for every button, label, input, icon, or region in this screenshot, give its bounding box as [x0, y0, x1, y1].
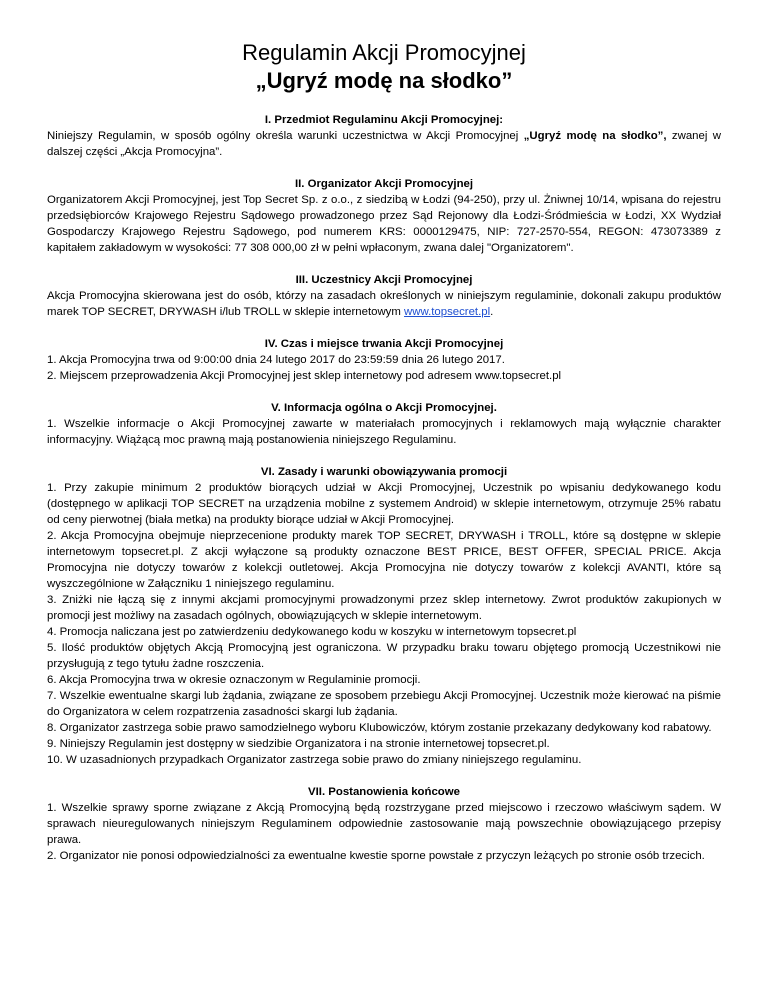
section-paragraph [47, 128, 721, 160]
list-item: 4. Promocja naliczana jest po zatwierdzeniu dedykowanego kodu w koszyku w internetowym topsecret.pl [47, 626, 577, 638]
list-item: 2. Akcja Promocyjna obejmuje nieprzecenione produkty marek TOP SECRET, DRYWASH i TROLL, które są dostępne w sklepie internetowym topsecret.pl. Z akcji wyłączone są produkty oznaczone BEST PRICE, BEST OFFER, SPECIAL PRICE. Akcja Promocyjna nie dotyczy towarów z kolekcji outletowej. Akcja Promocyjna nie dotyczy towarów z kolekcji AVANTI, które są wyszczególnione w Załączniku 1 niniejszego regulaminu. [47, 530, 721, 590]
list-item: 1. Akcja Promocyjna trwa od 9:00:00 dnia 24 lutego 2017 do 23:59:59 dnia 26 lutego 2017. [47, 354, 505, 366]
section-heading: VI. Zasady i warunki obowiązywania promocji [260, 466, 508, 478]
list-item: 5. Ilość produktów objętych Akcją Promocyjną jest ograniczona. W przypadku braku towaru objętego promocją Uczestnikowi nie przysługują z tego tytułu żadne roszczenia. [47, 642, 721, 670]
section-heading: V. Informacja ogólna o Akcji Promocyjnej. [271, 402, 497, 414]
list-item: 10. W uzasadnionych przypadkach Organizator zastrzega sobie prawo do zmiany niniejszego regulaminu. [47, 754, 582, 766]
section-time-place [47, 336, 721, 384]
section-organizer [47, 176, 721, 256]
list-item: 2. Miejscem przeprowadzenia Akcji Promocyjnej jest sklep internetowy pod adresem www.topsecret.pl [47, 370, 562, 382]
paragraph-text: Niniejszy Regulamin, w sposób ogólny określa warunki uczestnictwa w Akcji Promocyjnej [47, 130, 524, 142]
paragraph-text: zwanej w dalszej części „Akcja Promocyjna”. [47, 130, 722, 158]
list-item: 7. Wszelkie ewentualne skargi lub żądania, związane ze sposobem przebiegu Akcji Promocyjnej. Uczestnik może kierować na piśmie do Organizatora w celem rozpatrzenia zasadności skargi lub żądania. [47, 690, 721, 718]
list-item: 2. Organizator nie ponosi odpowiedzialności za ewentualne kwestie sporne powstałe z przyczyn leżących po stronie osób trzecich. [47, 850, 705, 862]
section-heading: III. Uczestnicy Akcji Promocyjnej [295, 274, 473, 286]
promo-name-bold: „Ugryź modę na słodko”, [523, 130, 667, 142]
section-heading: VII. Postanowienia końcowe [308, 786, 460, 798]
section-rules [47, 464, 721, 768]
list-item: 1. Wszelkie informacje o Akcji Promocyjnej zawarte w materiałach promocyjnych i reklamowych mają wyłącznie charakter informacyjny. Wiążącą moc prawną mają postanowienia niniejszego Regulaminu. [47, 418, 721, 446]
list-item: 9. Niniejszy Regulamin jest dostępny w siedzibie Organizatora i na stronie internetowej topsecret.pl. [47, 738, 550, 750]
section-heading: IV. Czas i miejsce trwania Akcji Promocyjnej [264, 338, 504, 350]
list-item: 3. Zniżki nie łączą się z innymi akcjami promocyjnymi prowadzonymi przez sklep internetowy. Zwrot produktów zakupionych w promocji jest możliwy na zasadach ogólnych, obowiązujących w sklepie internetowym. [47, 594, 721, 622]
section-paragraph: Organizatorem Akcji Promocyjnej, jest Top Secret Sp. z o.o., z siedzibą w Łodzi (94-250), przy ul. Żniwnej 10/14, wpisana do rejestru przedsiębiorców Krajowego Rejestru Sądowego prowadzonego przez Sąd Rejonowy dla Łodzi-Śródmieścia w Łodzi, XX Wydział Gospodarczy Krajowego Rejestru Sądowego, pod numerem KRS: 0000129475, NIP: 727-2570-554, REGON: 473073389 z kapitałem zakładowym w wysokości: 77 308 000,00 zł w pełni wpłaconym, zwana dalej "Organizatorem". [47, 194, 721, 254]
list-item: 6. Akcja Promocyjna trwa w okresie oznaczonym w Regulaminie promocji. [47, 674, 421, 686]
paragraph-text: Akcja Promocyjna skierowana jest do osób, którzy na zasadach określonych w niniejszym regulaminie, dokonali zakupu produktów marek TOP SECRET, DRYWASH i/lub TROLL w sklepie internetowym [47, 290, 721, 318]
document-title: Regulamin Akcji Promocyjnej [242, 40, 526, 65]
section-final-provisions [47, 784, 721, 864]
list-item: 1. Przy zakupie minimum 2 produktów biorących udział w Akcji Promocyjnej, Uczestnik po wpisaniu dedykowanego kodu (dostępnego w aplikacji TOP SECRET na urządzenia mobilne z systemem Android) w sklepie internetowym, otrzymuje 25% rabatu od ceny pierwotnej (biała metka) na produkty biorące udział w Akcji Promocyjnej. [47, 482, 721, 526]
website-link[interactable]: www.topsecret.pl [404, 306, 491, 318]
document-subtitle: „Ugryź modę na słodko” [255, 68, 513, 93]
section-heading: II. Organizator Akcji Promocyjnej [294, 178, 474, 190]
list-item: 8. Organizator zastrzega sobie prawo samodzielnego wyboru Klubowiczów, którym zostanie przekazany dedykowany kod rabatowy. [47, 722, 712, 734]
section-paragraph [47, 288, 721, 320]
section-heading: I. Przedmiot Regulaminu Akcji Promocyjnej: [264, 114, 504, 126]
paragraph-text: . [490, 306, 494, 318]
section-subject [47, 112, 721, 160]
section-participants [47, 272, 721, 320]
section-general-info [47, 400, 721, 448]
list-item: 1. Wszelkie sprawy sporne związane z Akcją Promocyjną będą rozstrzygane przed miejscowo i rzeczowo właściwym sądem. W sprawach nieuregulowanych niniejszym Regulaminem odpowiednie zastosowanie mają powszechnie obowiązującego przepisy prawa. [47, 802, 721, 846]
